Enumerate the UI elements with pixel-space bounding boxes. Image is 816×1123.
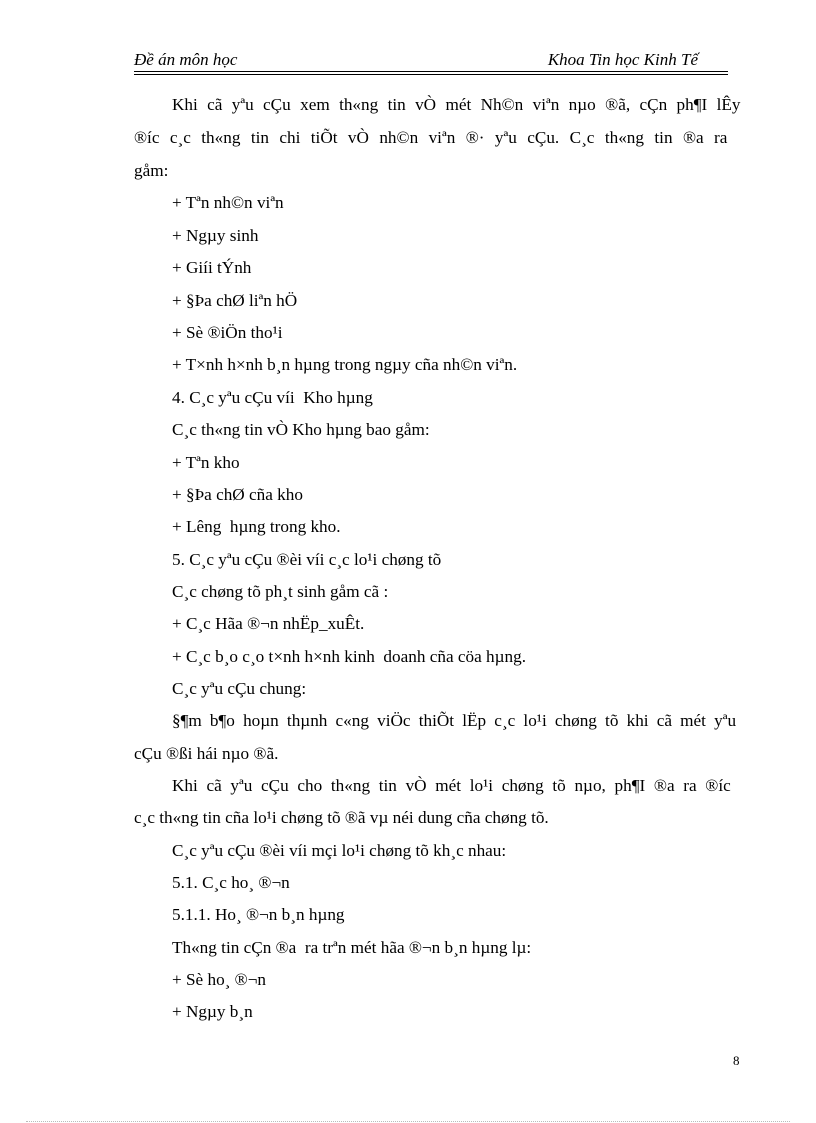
list-item: + Tªn kho	[172, 453, 240, 472]
list-item: + Giíi tÝnh	[172, 258, 252, 277]
paragraph-line: C¸c chøng tõ ph¸t sinh gåm cã :	[172, 582, 389, 601]
list-item: + Lêng hµng trong kho.	[172, 517, 341, 536]
header-rule	[134, 71, 728, 72]
header-faculty: Khoa Tin học Kinh Tế	[547, 50, 698, 69]
section-heading: 4. C¸c yªu cÇu víi Kho hµng	[172, 388, 373, 407]
paragraph-line: c¸c th«ng tin cña lo¹i chøng tõ ®ã vµ néi dung cña chøng tõ.	[134, 808, 549, 827]
paragraph-line: ®íc c¸c th«ng tin chi tiÕt vÒ nh©n viªn ®· yªu cÇu. C¸c th«ng tin ®a ra	[134, 128, 728, 147]
paragraph-line: C¸c yªu cÇu ®èi víi mçi lo¹i chøng tõ kh¸c nhau:	[172, 841, 507, 860]
list-item: + Tªn nh©n viªn	[172, 193, 284, 212]
paragraph-line: cÇu ®ßi hái nµo ®ã.	[134, 744, 279, 763]
paragraph-line: gåm:	[134, 161, 169, 180]
list-item: + T×nh h×nh b¸n hµng trong ngµy cña nh©n viªn.	[172, 355, 518, 374]
section-heading: 5.1.1. Ho¸ ®¬n b¸n hµng	[172, 905, 345, 924]
paragraph-line: Th«ng tin cÇn ®a ra trªn mét hãa ®¬n b¸n hµng lµ:	[172, 938, 532, 957]
paragraph-line: Khi cã yªu cÇu xem th«ng tin vÒ mét Nh©n viªn nµo ®ã, cÇn ph¶I lÊy	[172, 95, 741, 114]
paragraph-line: C¸c yªu cÇu chung:	[172, 679, 307, 698]
list-item: + Ngµy sinh	[172, 226, 259, 245]
list-item: + §Þa chØ liªn hÖ	[172, 291, 298, 310]
paragraph-line: Khi cã yªu cÇu cho th«ng tin vÒ mét lo¹i chøng tõ nµo, ph¶I ®a ra ®íc	[172, 776, 731, 795]
paragraph-line: C¸c th«ng tin vÒ Kho hµng bao gåm:	[172, 420, 430, 439]
section-heading: 5.1. C¸c ho¸ ®¬n	[172, 873, 290, 892]
page-number: 8	[733, 1053, 740, 1068]
list-item: + Sè ®iÖn tho¹i	[172, 323, 283, 342]
header-course-title: Đề án môn học	[134, 50, 238, 69]
list-item: + Sè ho¸ ®¬n	[172, 970, 267, 989]
section-heading: 5. C¸c yªu cÇu ®èi víi c¸c lo¹i chøng tõ	[172, 550, 442, 569]
header-rule-thin	[134, 74, 728, 75]
list-item: + C¸c b¸o c¸o t×nh h×nh kinh doanh cña cöa hµng.	[172, 647, 527, 666]
list-item: + Ngµy b¸n	[172, 1002, 253, 1021]
page-bottom-border	[26, 1121, 790, 1122]
list-item: + §Þa chØ cña kho	[172, 485, 303, 504]
paragraph-line: §¶m b¶o hoµn thµnh c«ng viÖc thiÕt lËp c¸c lo¹i chøng tõ khi cã mét yªu	[172, 711, 737, 730]
list-item: + C¸c Hãa ®¬n nhËp_xuÊt.	[172, 614, 365, 633]
page-header	[134, 50, 726, 72]
